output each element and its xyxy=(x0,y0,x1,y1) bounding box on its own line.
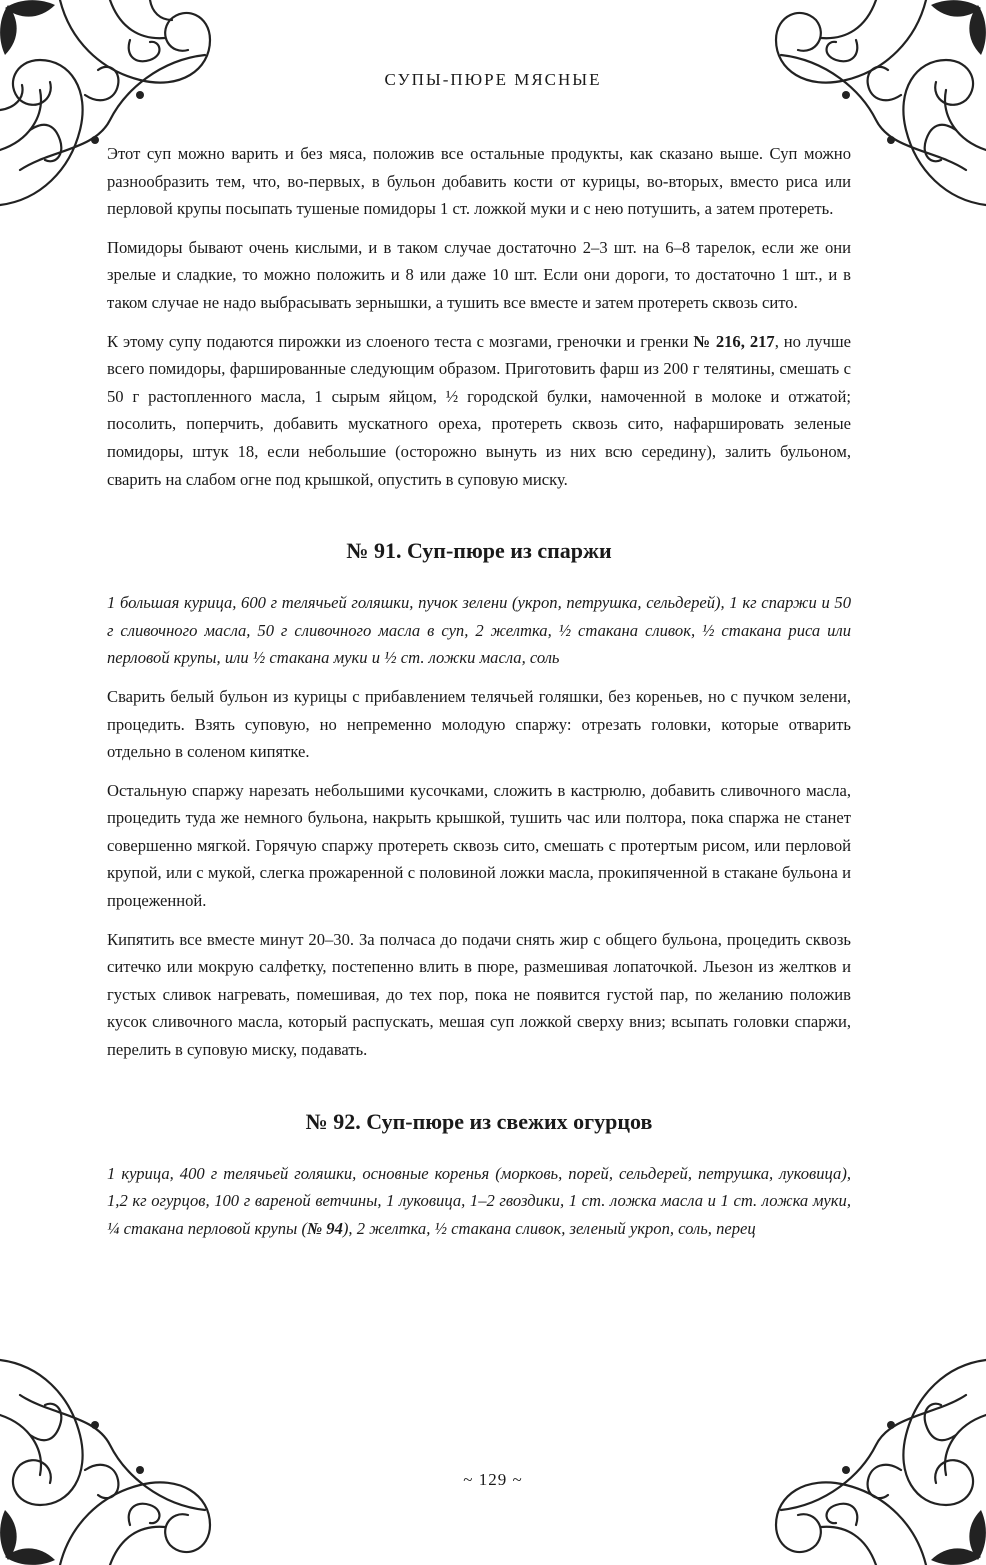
recipe-reference: № 216, 217 xyxy=(693,331,775,351)
text-span: 1 курица, 400 г телячьей голяшки, основные коренья (морковь, порей, сельдерей, петрушка, луковица), 1,2 кг огурцов, 100 г вареной ветчины, 1 луковица, 1–2 гвоздики, 1 ст. ложка масла и 1 ст. ложка муки, ¼ стакана перловой крупы ( xyxy=(107,1163,851,1238)
recipe-91-paragraph-3: Кипятить все вместе минут 20–30. За полчаса до подачи снять жир с общего бульона, процедить сквозь ситечко или мокрую салфетку, постепенно влить в пюре, размешивая лопаточкой. Льезон из желтков и густых сливок нагревать, помешивая, до тех пор, пока не появится густой пар, по желанию положив кусок сливочного масла, который распускать, мешая суп ложкой сверху вниз; всыпать головки спаржи, перелить в суповую миску, подавать. xyxy=(107,929,851,1060)
running-title: СУПЫ-ПЮРЕ МЯСНЫЕ xyxy=(384,70,602,89)
recipe-91-title: № 91. Суп-пюре из спаржи xyxy=(346,538,612,564)
recipe-92-ingredients xyxy=(107,1160,851,1243)
text-span: ), 2 желтка, ½ стакана сливок, зеленый укроп, соль, перец xyxy=(342,1218,756,1238)
recipe-91-paragraph-1: Сварить белый бульон из курицы с прибавлением телячьей голяшки, без кореньев, но с пучком зелени, процедить. Взять суповую, но непременно молодую спаржу: отрезать головки, которые отварить отдельно в соленом кипятке. xyxy=(107,686,851,762)
floral-scroll-ornament-icon xyxy=(0,1335,230,1565)
floral-scroll-ornament-icon xyxy=(756,1335,986,1565)
recipe-92-title: № 92. Суп-пюре из свежих огурцов xyxy=(305,1108,653,1134)
recipe-91-ingredients: 1 большая курица, 600 г телячьей голяшки, пучок зелени (укроп, петрушка, сельдерей), 1 кг спаржи и 50 г сливочного масла, 50 г сливочного масла в суп, 2 желтка, ½ стакана сливок, ½ стакана риса или перловой крупы, или ½ стакана муки и ½ ст. ложки масла, соль xyxy=(107,593,851,668)
intro-paragraph-2: Помидоры бывают очень кислыми, и в таком случае достаточно 2–3 шт. на 6–8 тарелок, если же они зрелые и сладкие, то можно положить и 8 или даже 10 шт. Если они дороги, то достаточно 1 шт., и в таком случае не надо выбрасывать зернышки, а тушить все вместе и затем протереть сквозь сито. xyxy=(107,237,851,312)
text-span: К этому супу подаются пирожки из слоеного теста с мозгами, греночки и гренки xyxy=(107,331,694,351)
page-number: ~ 129 ~ xyxy=(463,1470,523,1489)
recipe-reference: № 94 xyxy=(306,1218,343,1238)
intro-paragraph-1: Этот суп можно варить и без мяса, положив все остальные продукты, как сказано выше. Суп можно разнообразить тем, что, во-первых, в бульон добавить кости от курицы, во-вторых, вместо риса или перловой крупы посыпать тушеные помидоры 1 ст. ложкой муки и с нею потушить, а затем протереть. xyxy=(107,144,851,219)
text-span: , но лучше всего помидоры, фаршированные следующим образом. Приготовить фарш из 200 г телятины, смешать с 50 г растопленного масла, 1 сырым яйцом, ½ городской булки, намоченной в молоке и отжатой; посолить, поперчить, добавить мускатного ореха, протереть сквозь сито, нафаршировать зеленые помидоры, штук 18, если небольшие (осторожно вынуть из них всю середину), залить бульоном, сварить на слабом огне под крышкой, опустить в суповую миску. xyxy=(107,331,851,489)
page-body xyxy=(107,140,851,1253)
recipe-91-paragraph-2: Остальную спаржу нарезать небольшими кусочками, сложить в кастрюлю, добавить сливочного масла, процедить туда же немного бульона, накрыть крышкой, тушить час или полтора, пока спаржа не станет совершенно мягкой. Горячую спаржу протереть сквозь сито, смешать с протертым рисом, или перловой крупой, или с мукой, слегка прожаренной с половиной ложки масла, прокипяченной в стакане бульона и процеженной. xyxy=(107,780,851,911)
intro-paragraph-3 xyxy=(107,328,851,494)
